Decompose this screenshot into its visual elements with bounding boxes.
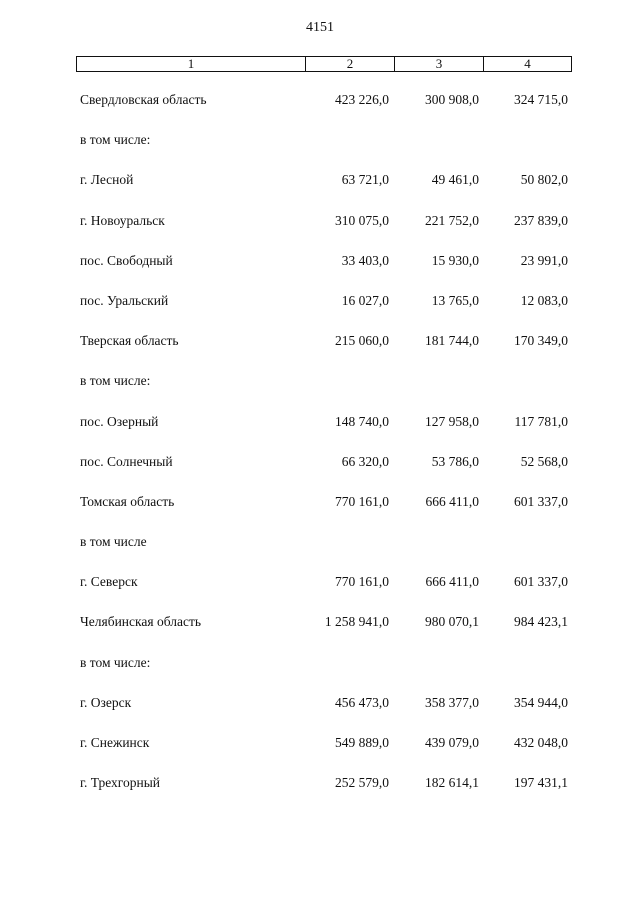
table-row <box>0 454 640 494</box>
row-name: г. Снежинск <box>80 735 150 750</box>
row-name: пос. Уральский <box>80 292 169 308</box>
row-value-col-3: 980 070,1 <box>425 614 479 630</box>
row-value-col-3: 13 765,0 <box>431 292 479 308</box>
row-name: пос. Свободный <box>80 252 173 268</box>
row-value-col-3: 439 079,0 <box>425 735 479 750</box>
table-row <box>0 735 640 775</box>
row-value-col-4: 601 337,0 <box>514 574 568 590</box>
table-row <box>0 655 640 695</box>
row-value-col-3: 666 411,0 <box>425 574 479 590</box>
row-value-col-2: 63 721,0 <box>341 172 389 188</box>
row-value-col-3: 15 930,0 <box>431 252 479 268</box>
header-col-3: 3 <box>395 57 484 71</box>
row-value-col-2: 423 226,0 <box>335 92 389 107</box>
row-value-col-4: 237 839,0 <box>514 212 568 228</box>
row-value-col-3: 53 786,0 <box>431 453 479 469</box>
row-name: Свердловская область <box>80 92 207 107</box>
row-value-col-4: 12 083,0 <box>520 292 568 308</box>
table-row <box>0 775 640 815</box>
row-name: г. Новоуральск <box>80 212 165 228</box>
table-row <box>0 695 640 735</box>
row-value-col-3: 358 377,0 <box>425 694 479 710</box>
row-value-col-2: 770 161,0 <box>335 493 389 509</box>
row-name: г. Лесной <box>80 172 134 188</box>
table-row <box>0 414 640 454</box>
row-name: г. Северск <box>80 574 138 590</box>
row-value-col-3: 666 411,0 <box>425 493 479 509</box>
table-body <box>0 92 640 815</box>
row-value-col-4: 117 781,0 <box>514 413 568 429</box>
row-value-col-4: 52 568,0 <box>520 453 568 469</box>
table-header <box>76 56 572 72</box>
row-value-col-3: 300 908,0 <box>425 92 479 107</box>
row-value-col-2: 1 258 941,0 <box>324 614 389 630</box>
row-value-col-3: 182 614,1 <box>425 775 479 791</box>
row-value-col-4: 601 337,0 <box>514 493 568 509</box>
row-value-col-4: 354 944,0 <box>514 694 568 710</box>
row-value-col-2: 215 060,0 <box>335 333 389 349</box>
header-col-1: 1 <box>77 57 306 71</box>
row-name: пос. Солнечный <box>80 453 173 469</box>
row-value-col-4: 984 423,1 <box>514 614 568 630</box>
row-value-col-2: 66 320,0 <box>341 453 389 469</box>
row-name: в том числе: <box>80 654 151 670</box>
row-value-col-2: 456 473,0 <box>335 694 389 710</box>
page-number: 4151 <box>306 20 334 35</box>
table-row <box>0 494 640 534</box>
table-row <box>0 172 640 212</box>
row-value-col-2: 770 161,0 <box>335 574 389 590</box>
row-value-col-2: 310 075,0 <box>335 212 389 228</box>
row-value-col-3: 127 958,0 <box>425 413 479 429</box>
row-name: в том числе: <box>80 132 151 148</box>
row-name: Челябинская область <box>80 614 202 630</box>
row-value-col-4: 23 991,0 <box>520 252 568 268</box>
table-row <box>0 92 640 132</box>
row-name: Тверская область <box>80 333 179 349</box>
row-name: пос. Озерный <box>80 413 159 429</box>
row-value-col-2: 148 740,0 <box>335 413 389 429</box>
row-value-col-2: 33 403,0 <box>341 252 389 268</box>
table-row <box>0 293 640 333</box>
table-row <box>0 373 640 413</box>
table-row <box>0 534 640 574</box>
row-name: в том числе: <box>80 373 151 389</box>
header-col-4: 4 <box>524 56 531 71</box>
row-value-col-4: 197 431,1 <box>514 775 568 791</box>
row-value-col-2: 549 889,0 <box>335 735 389 750</box>
row-value-col-4: 432 048,0 <box>514 735 568 750</box>
row-value-col-3: 181 744,0 <box>425 333 479 349</box>
row-name: г. Озерск <box>80 694 132 710</box>
row-value-col-2: 16 027,0 <box>341 292 389 308</box>
table-row <box>0 213 640 253</box>
row-value-col-3: 221 752,0 <box>425 212 479 228</box>
row-name: г. Трехгорный <box>80 775 161 791</box>
table-row <box>0 253 640 293</box>
row-value-col-2: 252 579,0 <box>335 775 389 791</box>
row-value-col-4: 50 802,0 <box>520 172 568 188</box>
row-name: Томская область <box>80 493 175 509</box>
row-name: в том числе <box>80 534 147 550</box>
row-value-col-4: 170 349,0 <box>514 333 568 349</box>
table-row <box>0 574 640 614</box>
row-value-col-4: 324 715,0 <box>514 92 568 107</box>
table-row <box>0 614 640 654</box>
header-col-2: 2 <box>306 57 395 71</box>
table-row <box>0 132 640 172</box>
table-row <box>0 333 640 373</box>
row-value-col-3: 49 461,0 <box>431 172 479 188</box>
